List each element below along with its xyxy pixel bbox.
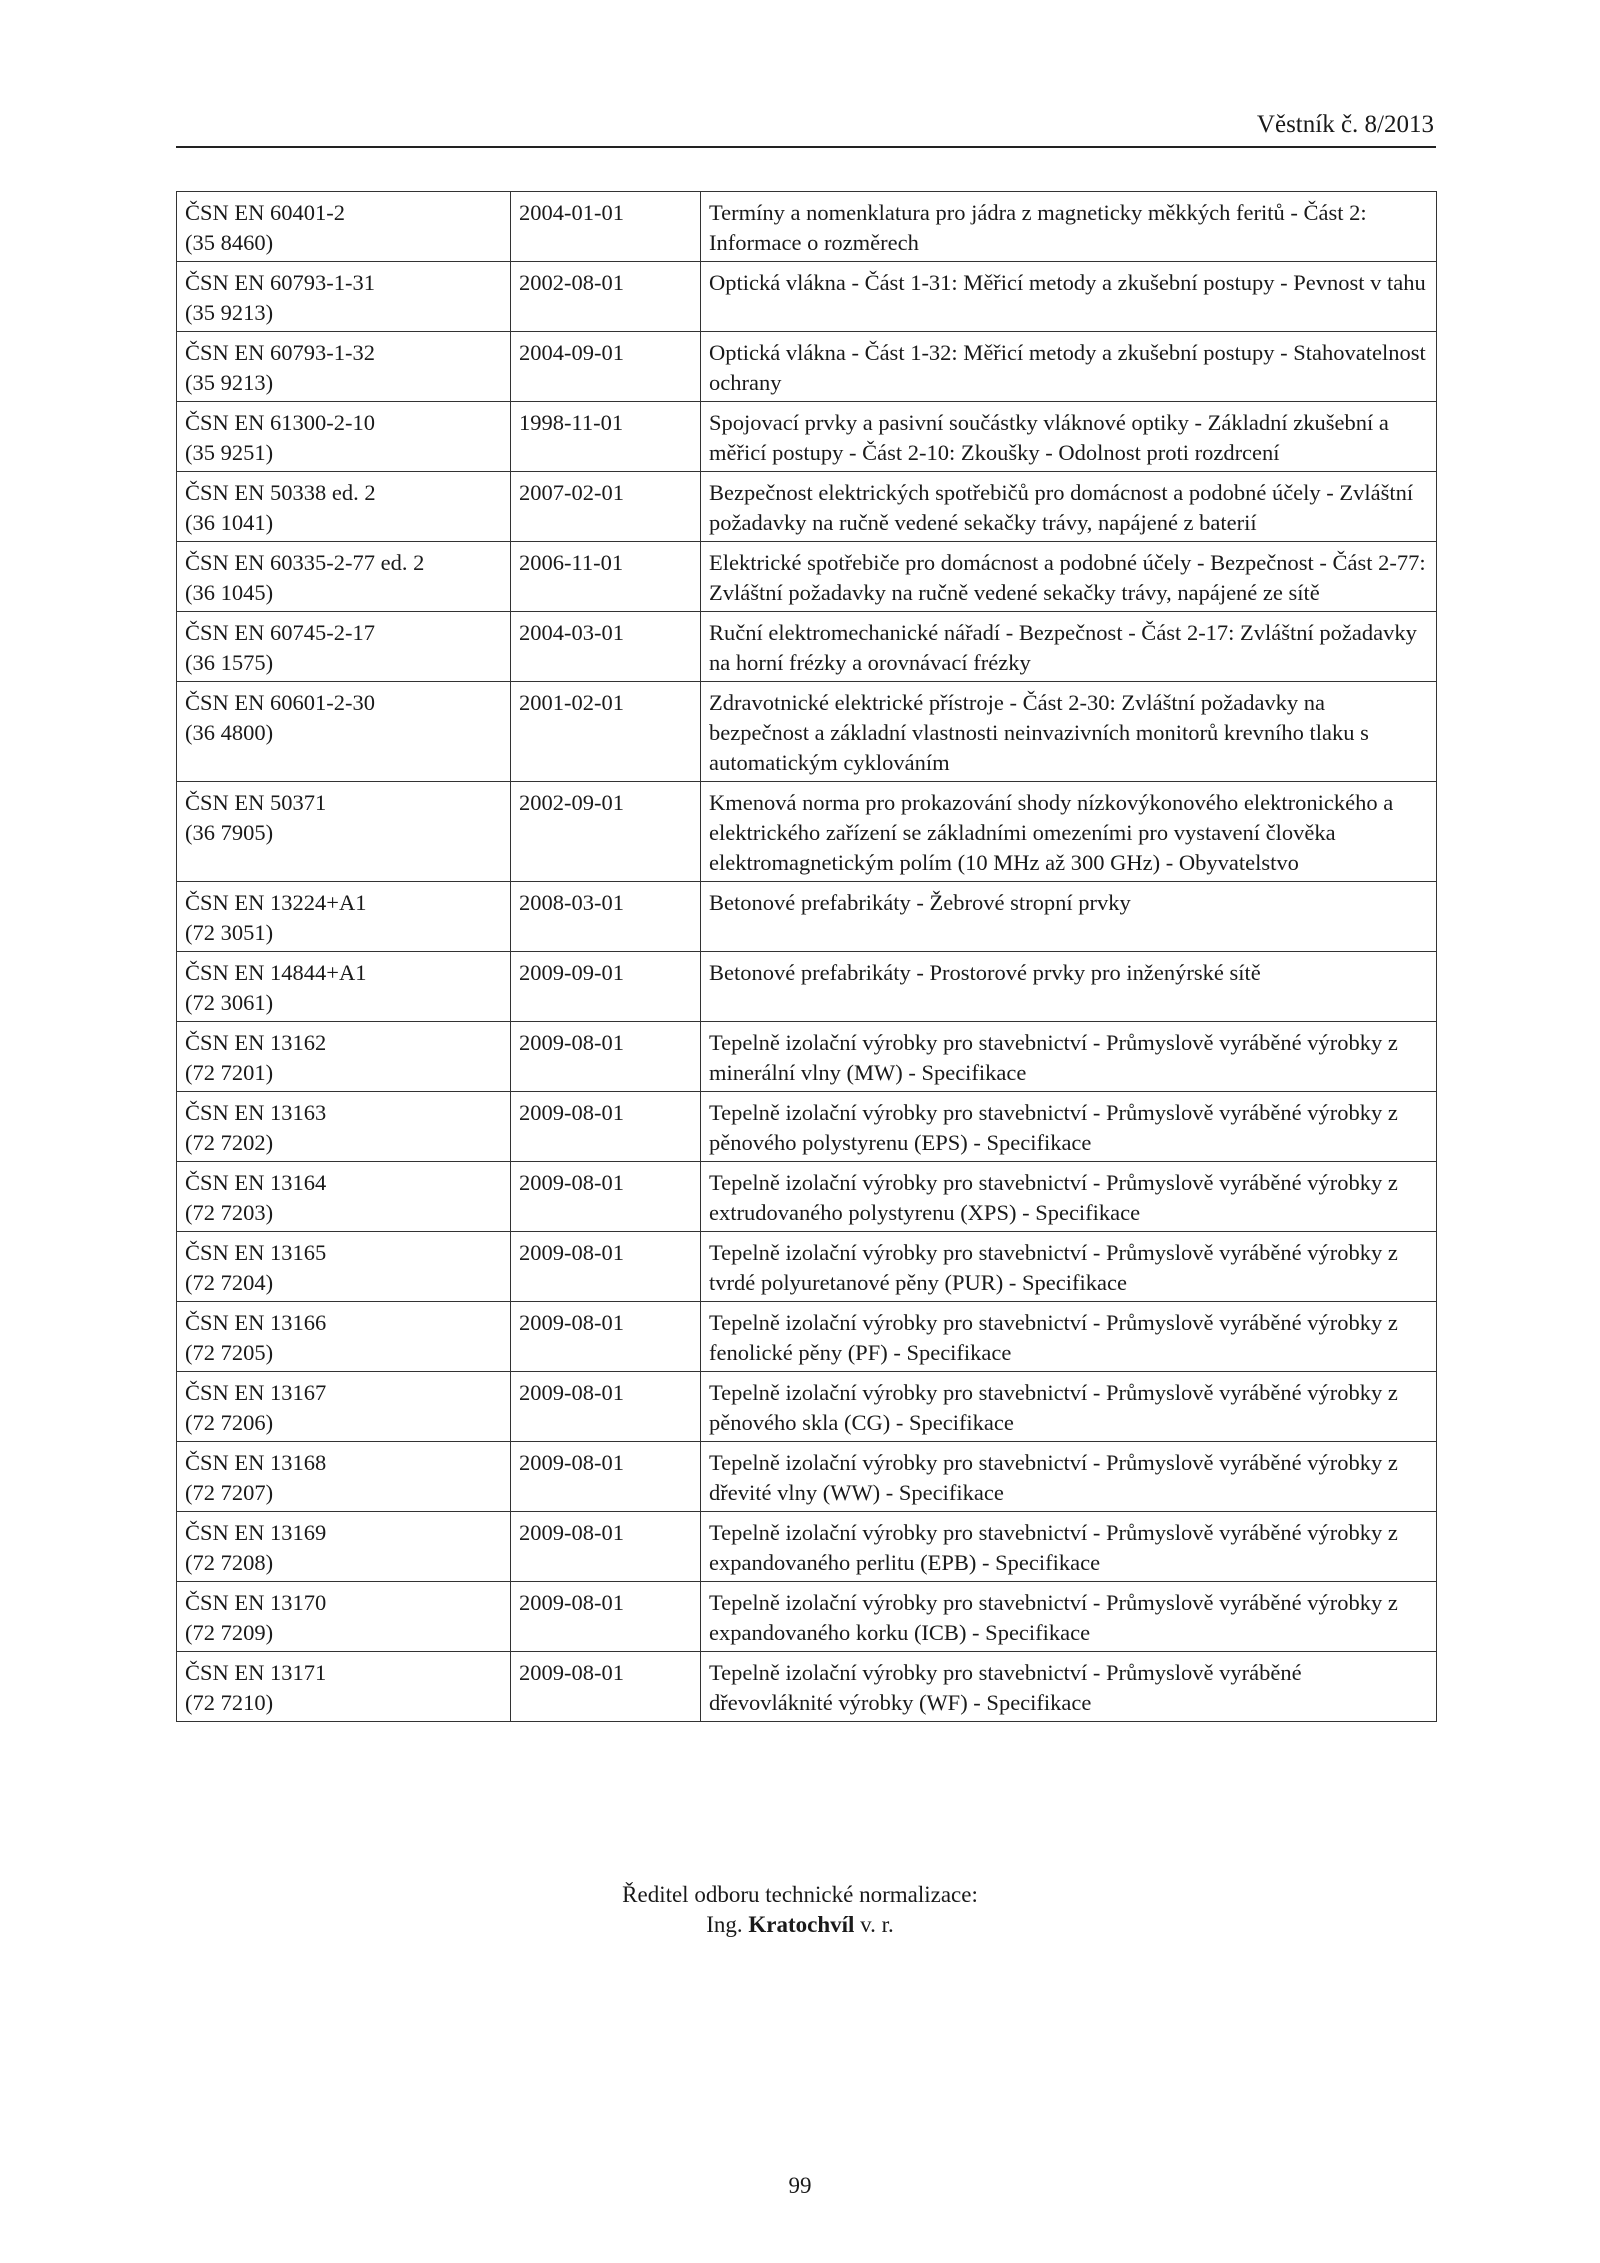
effective-date: 2009-08-01 bbox=[511, 1582, 701, 1652]
standard-title: Elektrické spotřebiče pro domácnost a podobné účely - Bezpečnost - Část 2-77: Zvláštní požadavky na ručně vedené sekačky trávy, napájené ze sítě bbox=[701, 542, 1437, 612]
classification-number: (36 1041) bbox=[185, 510, 274, 535]
classification-number: (36 7905) bbox=[185, 820, 274, 845]
effective-date: 2009-08-01 bbox=[511, 1092, 701, 1162]
table-row bbox=[177, 1022, 1437, 1092]
effective-date: 2004-01-01 bbox=[511, 192, 701, 262]
table-row bbox=[177, 882, 1437, 952]
standard-title: Tepelně izolační výrobky pro stavebnictví - Průmyslově vyráběné dřevovláknité výrobky (WF) - Specifikace bbox=[701, 1652, 1437, 1722]
page-header bbox=[176, 110, 1436, 148]
standard-cell bbox=[177, 1372, 511, 1442]
effective-date: 2009-08-01 bbox=[511, 1652, 701, 1722]
effective-date: 2009-08-01 bbox=[511, 1162, 701, 1232]
standard-cell bbox=[177, 332, 511, 402]
table-row bbox=[177, 1582, 1437, 1652]
standards-table bbox=[176, 191, 1437, 1722]
effective-date: 2004-03-01 bbox=[511, 612, 701, 682]
standard-code: ČSN EN 50338 ed. 2 bbox=[185, 480, 376, 505]
effective-date: 2009-08-01 bbox=[511, 1022, 701, 1092]
signature-suffix: v. r. bbox=[860, 1912, 894, 1937]
classification-number: (72 7207) bbox=[185, 1480, 274, 1505]
table-row bbox=[177, 952, 1437, 1022]
standard-cell bbox=[177, 1162, 511, 1232]
table-row bbox=[177, 472, 1437, 542]
standard-code: ČSN EN 13169 bbox=[185, 1520, 327, 1545]
classification-number: (72 7206) bbox=[185, 1410, 274, 1435]
effective-date: 2001-02-01 bbox=[511, 682, 701, 782]
table-row bbox=[177, 1162, 1437, 1232]
effective-date: 2009-08-01 bbox=[511, 1302, 701, 1372]
classification-number: (36 1575) bbox=[185, 650, 274, 675]
standard-cell bbox=[177, 262, 511, 332]
classification-number: (36 1045) bbox=[185, 580, 274, 605]
standard-cell bbox=[177, 1582, 511, 1652]
standard-title: Zdravotnické elektrické přístroje - Část 2-30: Zvláštní požadavky na bezpečnost a základní vlastnosti neinvazivních monitorů krevního tlaku s automatickým cyklováním bbox=[701, 682, 1437, 782]
standard-code: ČSN EN 13168 bbox=[185, 1450, 327, 1475]
table-row bbox=[177, 192, 1437, 262]
standard-code: ČSN EN 60793-1-32 bbox=[185, 340, 375, 365]
standard-code: ČSN EN 13167 bbox=[185, 1380, 327, 1405]
classification-number: (72 7204) bbox=[185, 1270, 274, 1295]
standard-title: Betonové prefabrikáty - Žebrové stropní prvky bbox=[701, 882, 1437, 952]
classification-number: (35 8460) bbox=[185, 230, 274, 255]
standard-code: ČSN EN 13224+A1 bbox=[185, 890, 367, 915]
classification-number: (72 7205) bbox=[185, 1340, 274, 1365]
standard-title: Spojovací prvky a pasivní součástky vláknové optiky - Základní zkušební a měřicí postupy - Část 2-10: Zkoušky - Odolnost proti rozdrcení bbox=[701, 402, 1437, 472]
classification-number: (72 7208) bbox=[185, 1550, 274, 1575]
standard-code: ČSN EN 61300-2-10 bbox=[185, 410, 375, 435]
standard-title: Optická vlákna - Část 1-31: Měřicí metody a zkušební postupy - Pevnost v tahu bbox=[701, 262, 1437, 332]
standard-title: Termíny a nomenklatura pro jádra z magneticky měkkých feritů - Část 2: Informace o rozměrech bbox=[701, 192, 1437, 262]
classification-number: (72 7210) bbox=[185, 1690, 274, 1715]
table-row bbox=[177, 332, 1437, 402]
signature-name: Kratochvíl bbox=[748, 1912, 855, 1937]
standards-table-body bbox=[177, 192, 1437, 1722]
effective-date: 2002-08-01 bbox=[511, 262, 701, 332]
header-title: Věstník č. 8/2013 bbox=[1256, 111, 1434, 138]
table-row bbox=[177, 1232, 1437, 1302]
page-number: 99 bbox=[788, 2173, 812, 2198]
table-row bbox=[177, 262, 1437, 332]
signature-role: Ředitel odboru technické normalizace: bbox=[622, 1882, 978, 1907]
standard-cell bbox=[177, 192, 511, 262]
standard-cell bbox=[177, 682, 511, 782]
table-row bbox=[177, 1652, 1437, 1722]
table-row bbox=[177, 782, 1437, 882]
classification-number: (72 3051) bbox=[185, 920, 274, 945]
standard-code: ČSN EN 60401-2 bbox=[185, 200, 346, 225]
table-row bbox=[177, 1442, 1437, 1512]
effective-date: 2009-08-01 bbox=[511, 1372, 701, 1442]
effective-date: 2009-08-01 bbox=[511, 1442, 701, 1512]
classification-number: (35 9251) bbox=[185, 440, 274, 465]
signature-prefix: Ing. bbox=[706, 1912, 743, 1937]
effective-date: 1998-11-01 bbox=[511, 402, 701, 472]
standard-title: Tepelně izolační výrobky pro stavebnictví - Průmyslově vyráběné výrobky z pěnového polystyrenu (EPS) - Specifikace bbox=[701, 1092, 1437, 1162]
standard-title: Tepelně izolační výrobky pro stavebnictví - Průmyslově vyráběné výrobky z dřevité vlny (WW) - Specifikace bbox=[701, 1442, 1437, 1512]
standard-code: ČSN EN 13165 bbox=[185, 1240, 327, 1265]
standard-cell bbox=[177, 1022, 511, 1092]
effective-date: 2004-09-01 bbox=[511, 332, 701, 402]
classification-number: (72 7209) bbox=[185, 1620, 274, 1645]
standard-title: Tepelně izolační výrobky pro stavebnictví - Průmyslově vyráběné výrobky z minerální vlny (MW) - Specifikace bbox=[701, 1022, 1437, 1092]
standard-code: ČSN EN 13162 bbox=[185, 1030, 327, 1055]
standard-cell bbox=[177, 1232, 511, 1302]
table-row bbox=[177, 402, 1437, 472]
effective-date: 2009-08-01 bbox=[511, 1232, 701, 1302]
effective-date: 2006-11-01 bbox=[511, 542, 701, 612]
standard-cell bbox=[177, 1092, 511, 1162]
standard-code: ČSN EN 60793-1-31 bbox=[185, 270, 375, 295]
standard-title: Ruční elektromechanické nářadí - Bezpečnost - Část 2-17: Zvláštní požadavky na horní frézky a orovnávací frézky bbox=[701, 612, 1437, 682]
classification-number: (35 9213) bbox=[185, 300, 274, 325]
effective-date: 2002-09-01 bbox=[511, 782, 701, 882]
table-row bbox=[177, 542, 1437, 612]
signature-name-line bbox=[0, 1910, 1600, 1940]
standard-code: ČSN EN 13170 bbox=[185, 1590, 327, 1615]
standard-code: ČSN EN 14844+A1 bbox=[185, 960, 367, 985]
standard-code: ČSN EN 13164 bbox=[185, 1170, 327, 1195]
standard-cell bbox=[177, 1442, 511, 1512]
standard-code: ČSN EN 13163 bbox=[185, 1100, 327, 1125]
standard-cell bbox=[177, 542, 511, 612]
table-row bbox=[177, 612, 1437, 682]
standard-cell bbox=[177, 952, 511, 1022]
table-row bbox=[177, 1092, 1437, 1162]
standard-code: ČSN EN 60335-2-77 ed. 2 bbox=[185, 550, 425, 575]
standard-title: Kmenová norma pro prokazování shody nízkovýkonového elektronického a elektrického zařízení se základními omezeními pro vystavení člověka elektromagnetickým polím (10 MHz až 300 GHz) - Obyvatelstvo bbox=[701, 782, 1437, 882]
classification-number: (36 4800) bbox=[185, 720, 274, 745]
effective-date: 2009-09-01 bbox=[511, 952, 701, 1022]
classification-number: (35 9213) bbox=[185, 370, 274, 395]
standard-code: ČSN EN 13171 bbox=[185, 1660, 327, 1685]
standard-title: Bezpečnost elektrických spotřebičů pro domácnost a podobné účely - Zvláštní požadavky na ručně vedené sekačky trávy, napájené z baterií bbox=[701, 472, 1437, 542]
table-row bbox=[177, 1302, 1437, 1372]
effective-date: 2009-08-01 bbox=[511, 1512, 701, 1582]
classification-number: (72 7202) bbox=[185, 1130, 274, 1155]
table-row bbox=[177, 1372, 1437, 1442]
standard-cell bbox=[177, 1652, 511, 1722]
standard-cell bbox=[177, 1512, 511, 1582]
standard-cell bbox=[177, 612, 511, 682]
standard-cell bbox=[177, 1302, 511, 1372]
standard-cell bbox=[177, 402, 511, 472]
standard-code: ČSN EN 50371 bbox=[185, 790, 327, 815]
standard-title: Tepelně izolační výrobky pro stavebnictví - Průmyslově vyráběné výrobky z extrudovaného polystyrenu (XPS) - Specifikace bbox=[701, 1162, 1437, 1232]
table-row bbox=[177, 1512, 1437, 1582]
classification-number: (72 3061) bbox=[185, 990, 274, 1015]
classification-number: (72 7203) bbox=[185, 1200, 274, 1225]
standard-cell bbox=[177, 472, 511, 542]
standard-cell bbox=[177, 782, 511, 882]
standard-title: Tepelně izolační výrobky pro stavebnictví - Průmyslově vyráběné výrobky z fenolické pěny (PF) - Specifikace bbox=[701, 1302, 1437, 1372]
standard-cell bbox=[177, 882, 511, 952]
standard-code: ČSN EN 13166 bbox=[185, 1310, 327, 1335]
standard-title: Tepelně izolační výrobky pro stavebnictví - Průmyslově vyráběné výrobky z pěnového skla (CG) - Specifikace bbox=[701, 1372, 1437, 1442]
standard-title: Tepelně izolační výrobky pro stavebnictví - Průmyslově vyráběné výrobky z expandovaného korku (ICB) - Specifikace bbox=[701, 1582, 1437, 1652]
classification-number: (72 7201) bbox=[185, 1060, 274, 1085]
standard-code: ČSN EN 60601-2-30 bbox=[185, 690, 375, 715]
standard-title: Tepelně izolační výrobky pro stavebnictví - Průmyslově vyráběné výrobky z tvrdé polyuretanové pěny (PUR) - Specifikace bbox=[701, 1232, 1437, 1302]
effective-date: 2008-03-01 bbox=[511, 882, 701, 952]
standard-title: Optická vlákna - Část 1-32: Měřicí metody a zkušební postupy - Stahovatelnost ochrany bbox=[701, 332, 1437, 402]
effective-date: 2007-02-01 bbox=[511, 472, 701, 542]
table-row bbox=[177, 682, 1437, 782]
standard-title: Tepelně izolační výrobky pro stavebnictví - Průmyslově vyráběné výrobky z expandovaného perlitu (EPB) - Specifikace bbox=[701, 1512, 1437, 1582]
standard-title: Betonové prefabrikáty - Prostorové prvky pro inženýrské sítě bbox=[701, 952, 1437, 1022]
standard-code: ČSN EN 60745-2-17 bbox=[185, 620, 375, 645]
